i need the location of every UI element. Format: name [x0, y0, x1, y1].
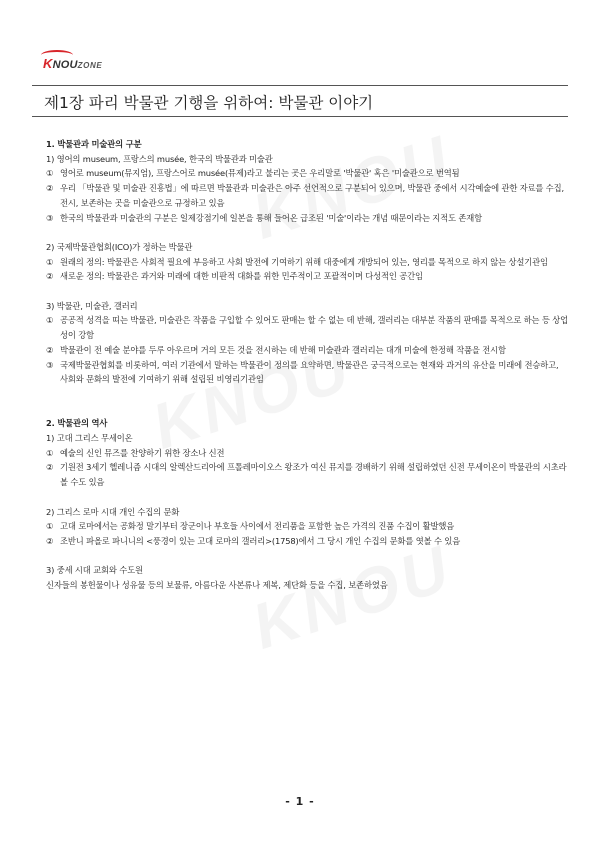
- section-heading: 2. 박물관의 역사: [46, 418, 108, 429]
- logo-letter-k: K: [43, 56, 53, 71]
- item-text: 영어로 museum(뮤지엄), 프랑스어로 musée(뮤제)라고 불리는 곳은 우리말로 '박물관' 혹은 '미술관으로 번역됨: [60, 168, 460, 179]
- section-spacer: [46, 490, 568, 505]
- list-item: [46, 446, 568, 461]
- item-marker: ②: [46, 344, 54, 355]
- item-text: 우리 「박물관 및 미술관 진흥법」에 따르면 박물관과 미술관은 아주 선언적으로 구분되어 있으며, 박물관 중에서 시각예술에 관한 자료를 수집, 전시, 보존하는 곳을 미술관으로 규정하고 있음: [60, 183, 564, 208]
- logo-letters: NOU: [52, 59, 78, 71]
- section-spacer: [46, 387, 568, 402]
- logo-swoosh-icon: [41, 50, 73, 60]
- section-spacer: [46, 284, 568, 299]
- document-body: [46, 137, 568, 593]
- item-marker: ①: [46, 521, 54, 532]
- item-marker: ①: [46, 315, 54, 326]
- list-item: [46, 181, 568, 210]
- item-marker: ②: [46, 183, 54, 194]
- list-item: [46, 313, 568, 342]
- item-marker: ①: [46, 447, 54, 458]
- subsection-title: 2) 국제박물관협회(ICO)가 정하는 박물관: [46, 241, 193, 252]
- item-text: 원래의 정의: 박물관은 사회적 필요에 부응하고 사회 발전에 기여하기 위해 대중에게 개방되어 있는, 영리를 목적으로 하지 않는 상설기관임: [60, 256, 548, 267]
- item-marker: ①: [46, 256, 54, 267]
- section: [46, 284, 568, 387]
- list-item: [46, 358, 568, 387]
- subsection-title: 3) 박물관, 미술관, 갤러리: [46, 300, 138, 311]
- knou-zone-logo: [43, 56, 102, 71]
- section-spacer: [46, 549, 568, 564]
- list-item: [46, 211, 568, 226]
- section: [46, 549, 568, 593]
- item-marker: ②: [46, 535, 54, 546]
- section: [46, 387, 568, 490]
- section-heading: 1. 박물관과 미술관의 구분: [46, 139, 142, 149]
- logo-zone: ZONE: [77, 61, 103, 70]
- item-marker: ②: [46, 271, 54, 282]
- list-item: [46, 534, 568, 549]
- list-item: [46, 166, 568, 181]
- section: [46, 137, 568, 225]
- chapter-title-box: [32, 85, 568, 117]
- subsection-title: 2) 그리스 로마 시대 개인 수집의 문화: [46, 506, 180, 517]
- item-text: 한국의 박물관과 미술관의 구분은 일제강점기에 일본을 통해 들어온 급조된 '미술'이라는 개념 때문이라는 지적도 존재함: [60, 212, 482, 223]
- item-text: 기원전 3세기 헬레니즘 시대의 알렉산드리아에 프톨레마이오스 왕조가 여신 뮤지를 경배하기 위해 설립하였던 신전 무세이온이 박물관의 시초라 볼 수도 있음: [60, 462, 567, 488]
- item-text: 국제박물관협회를 비롯하여, 여러 기관에서 말하는 박물관이 정의를 요약하면, 박물관은 궁극적으로는 현재와 과거의 유산을 미래에 전승하고, 사회와 문화의 발전에 기여하기 위해 설립된 비영리기관임: [60, 359, 559, 385]
- section: [46, 225, 568, 284]
- subsection-title: 3) 중세 시대 교회와 수도원: [46, 565, 143, 576]
- item-text: 박물관이 전 예술 분야를 두루 아우르며 거의 모든 것을 전시하는 데 반해 미술관과 갤러리는 대개 미술에 한정해 작품을 전시함: [60, 344, 506, 355]
- section: [46, 490, 568, 549]
- subsection-title: 1) 고대 그리스 무세이온: [46, 433, 133, 443]
- paragraph-text: 신자들의 봉헌물이나 성유물 등의 보물류, 아름다운 사본류나 제복, 제단화 등을 수집, 보존하였음: [46, 580, 388, 590]
- page-number: - 1 -: [285, 795, 315, 808]
- list-item: [46, 269, 568, 284]
- section-spacer: [46, 402, 568, 417]
- subsection-title: 1) 영어의 museum, 프랑스의 musée, 한국의 박물관과 미술관: [46, 153, 273, 164]
- item-marker: ①: [46, 168, 54, 179]
- chapter-title: 제1장 파리 박물관 기행을 위하여: 박물관 이야기: [44, 94, 374, 112]
- item-marker: ③: [46, 359, 54, 370]
- item-marker: ②: [46, 462, 54, 473]
- item-marker: ③: [46, 212, 54, 223]
- item-text: 고대 로마에서는 공화정 말기부터 장군이나 부호들 사이에서 전리품을 포함한 높은 가격의 진품 수집이 활발했음: [60, 521, 455, 532]
- item-text: 공공적 성격을 띠는 박물관, 미술관은 작품을 구입할 수 있어도 판매는 할 수 없는 데 반해, 갤러리는 대부분 작품의 판매를 목적으로 하는 등 상업성이 강함: [60, 315, 568, 341]
- list-item: [46, 460, 568, 489]
- list-item: [46, 519, 568, 534]
- list-item: [46, 255, 568, 270]
- item-text: 조반니 파올로 파니니의 <풍경이 있는 고대 로마의 갤러리>(1758)에서 그 당시 개인 수집의 문화를 엿볼 수 있음: [60, 535, 461, 546]
- section-spacer: [46, 225, 568, 240]
- item-text: 새로운 정의: 박물관은 과거와 미래에 대한 비판적 대화를 위한 민주적이고 포괄적이며 다성적인 공간임: [60, 271, 423, 282]
- list-item: [46, 343, 568, 358]
- item-text: 예술의 신인 뮤즈를 찬양하기 위한 장소나 신전: [60, 447, 225, 458]
